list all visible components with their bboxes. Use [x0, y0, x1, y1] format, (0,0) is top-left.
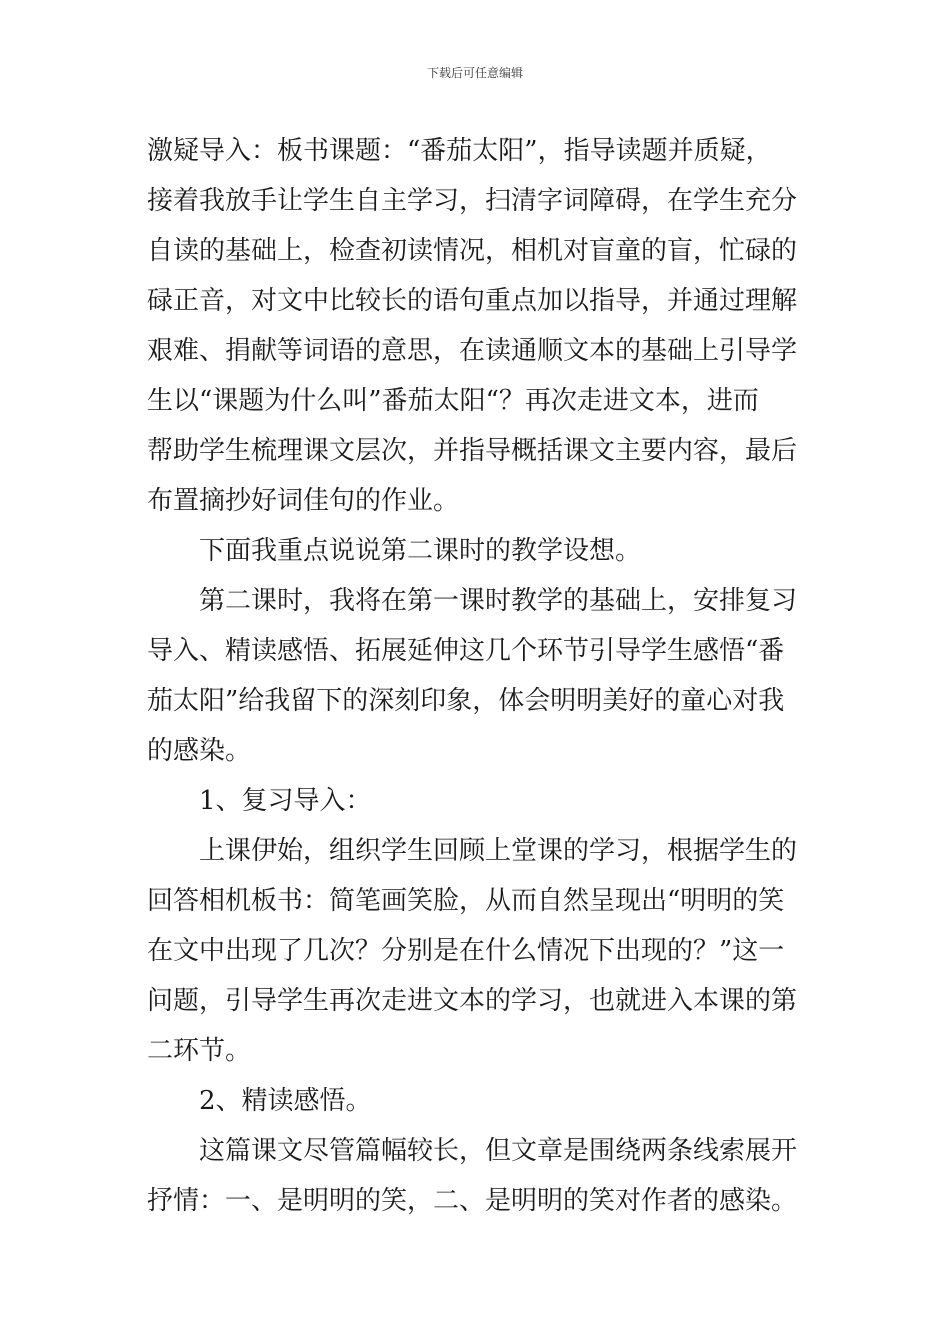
text-line: 这篇课文尽管篇幅较长，但文章是围绕两条线索展开: [199, 1136, 798, 1166]
text-line: 帮助学生梳理课文层次，并指导概括课文主要内容，最后: [147, 436, 798, 466]
document-body: [147, 126, 807, 1226]
text-line: 二环节。: [147, 1036, 252, 1066]
text-line: 艰难、捐献等词语的意思，在读通顺文本的基础上引导学: [147, 336, 798, 366]
section-heading: 2、精读感悟。: [199, 1086, 372, 1116]
text-line: 茄太阳”给我留下的深刻印象，体会明明美好的童心对我: [147, 686, 785, 716]
text-line: 上课伊始，组织学生回顾上堂课的学习，根据学生的: [199, 836, 798, 866]
text-line: 接着我放手让学生自主学习，扫清字词障碍，在学生充分: [147, 186, 798, 216]
text-line: 下面我重点说说第二课时的教学设想。: [199, 536, 642, 566]
text-line: 导入、精读感悟、拓展延伸这几个环节引导学生感悟“番: [147, 636, 785, 666]
text-line: 在文中出现了几次？分别是在什么情况下出现的？”这一: [147, 936, 785, 966]
text-line: 生以“课题为什么叫”番茄太阳“？再次走进文本，进而: [147, 386, 759, 416]
page-header: 下载后可任意编辑: [426, 66, 523, 80]
text-line: 碌正音，对文中比较长的语句重点加以指导，并通过理解: [147, 286, 798, 316]
text-line: 的感染。: [147, 736, 252, 766]
text-line: 布置摘抄好词佳句的作业。: [147, 486, 460, 516]
section-heading: 1、复习导入：: [199, 786, 372, 816]
text-line: 激疑导入：板书课题：“番茄太阳”，指导读题并质疑，: [147, 136, 772, 166]
text-line: 自读的基础上，检查初读情况，相机对盲童的盲，忙碌的: [147, 236, 798, 266]
text-line: 问题，引导学生再次走进文本的学习，也就进入本课的第: [147, 986, 798, 1016]
text-line: 第二课时，我将在第一课时教学的基础上，安排复习: [199, 586, 798, 616]
text-line: 抒情：一、是明明的笑，二、是明明的笑对作者的感染。: [147, 1186, 798, 1216]
text-line: 回答相机板书：简笔画笑脸，从而自然呈现出“明明的笑: [147, 886, 785, 916]
